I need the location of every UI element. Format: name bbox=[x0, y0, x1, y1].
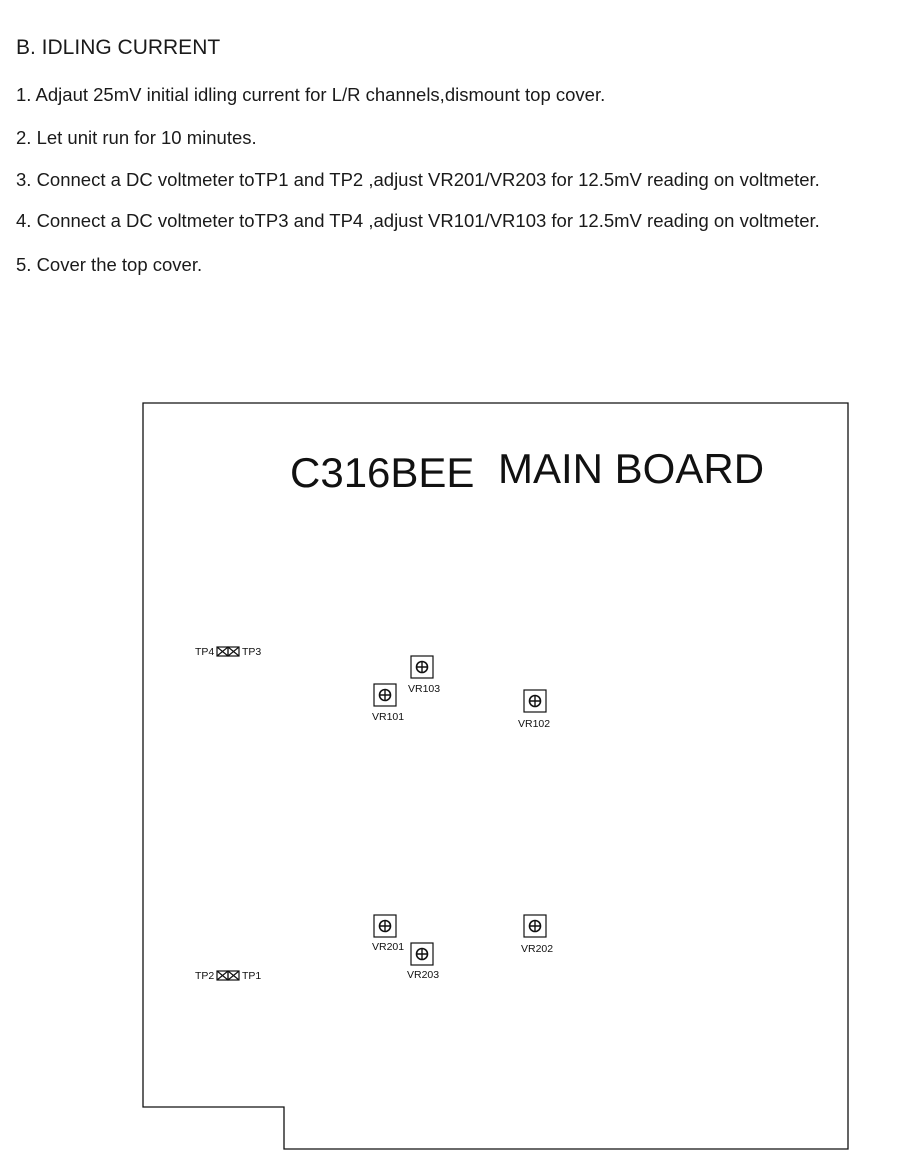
vr203-trimpot bbox=[407, 943, 439, 981]
board-title-main: MAIN BOARD bbox=[498, 445, 765, 492]
step-2: 2. Let unit run for 10 minutes. bbox=[16, 127, 257, 148]
tp1-tp2-testpoints bbox=[195, 970, 261, 982]
trimpot-icon bbox=[411, 656, 433, 678]
vr102-trimpot bbox=[518, 690, 550, 730]
tp1-label: TP1 bbox=[242, 970, 262, 982]
vr102-label: VR102 bbox=[518, 718, 551, 730]
vr101-trimpot bbox=[372, 684, 404, 723]
step-4: 4. Connect a DC voltmeter toTP3 and TP4 ,adjust VR101/VR103 for 12.5mV reading on voltmeter. bbox=[16, 210, 820, 231]
vr201-label: VR201 bbox=[372, 941, 405, 953]
board-outline bbox=[143, 403, 848, 1149]
trimpot-icon bbox=[374, 684, 396, 706]
trimpot-icon bbox=[411, 943, 433, 965]
tp4-label: TP4 bbox=[195, 646, 215, 658]
vr201-trimpot bbox=[372, 915, 404, 953]
trimpot-icon bbox=[524, 690, 546, 712]
tp3-tp4-testpoints bbox=[195, 646, 261, 658]
step-5: 5. Cover the top cover. bbox=[16, 254, 203, 275]
testpoint-icon bbox=[217, 647, 239, 656]
vr203-label: VR203 bbox=[407, 969, 440, 981]
tp2-label: TP2 bbox=[195, 970, 215, 982]
trimpot-icon bbox=[374, 915, 396, 937]
vr103-trimpot bbox=[408, 656, 440, 695]
testpoint-icon bbox=[217, 971, 239, 980]
step-3: 3. Connect a DC voltmeter toTP1 and TP2 ,adjust VR201/VR203 for 12.5mV reading on voltmeter. bbox=[16, 169, 820, 190]
vr103-label: VR103 bbox=[408, 683, 441, 695]
section-heading: B. IDLING CURRENT bbox=[16, 36, 221, 59]
board-title-model: C316BEE bbox=[290, 449, 475, 496]
vr202-trimpot bbox=[521, 915, 553, 955]
vr202-label: VR202 bbox=[521, 943, 554, 955]
vr101-label: VR101 bbox=[372, 711, 405, 723]
trimpot-icon bbox=[524, 915, 546, 937]
tp3-label: TP3 bbox=[242, 646, 262, 658]
step-1: 1. Adjaut 25mV initial idling current for L/R channels,dismount top cover. bbox=[16, 84, 606, 105]
